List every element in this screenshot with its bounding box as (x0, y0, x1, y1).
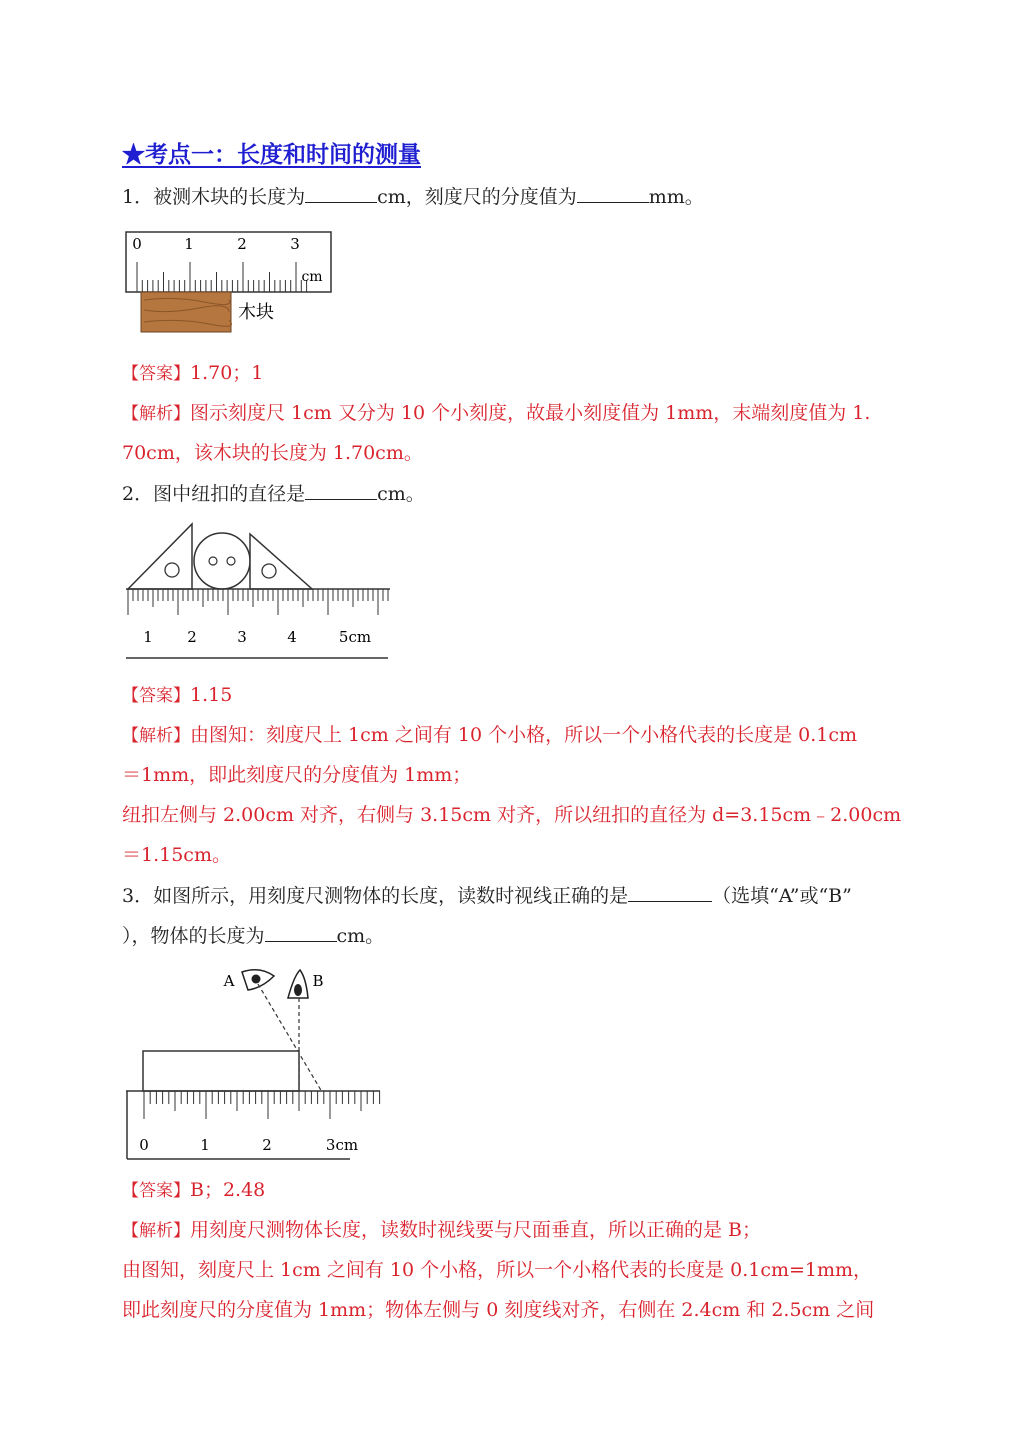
analysis-tag: 【解析】 (122, 726, 190, 746)
q1-analysis-1 (122, 401, 870, 426)
ruler-body (126, 232, 331, 292)
unit-label: cm (301, 269, 323, 285)
q3-text-c: ），物体的长度为 (122, 925, 265, 947)
tick-label: 2 (237, 235, 247, 253)
tick-label: 2 (262, 1136, 272, 1154)
q3-text-a: 3．如图所示，用刻度尺测物体的长度，读数时视线正确的是 (122, 885, 629, 907)
q1-blank-2[interactable] (577, 184, 649, 203)
q1-text-b: cm，刻度尺的分度值为 (377, 186, 577, 208)
q3-analysis-text-1: 用刻度尺测物体长度，读数时视线要与尺面垂直，所以正确的是 B； (190, 1219, 762, 1241)
button-ruler-figure (122, 512, 394, 664)
q3-answer-text: B；2.48 (190, 1179, 266, 1201)
q2-answer-text: 1.15 (190, 684, 233, 706)
q3-analysis-1 (122, 1218, 761, 1243)
question-2 (122, 481, 425, 506)
answer-tag: 【答案】 (122, 686, 190, 706)
q2-analysis-3: 纽扣左侧与 2.00cm 对齐，右侧与 3.15cm 对齐，所以纽扣的直径为 d=3.15cm﹣2.00cm (122, 804, 902, 826)
q3-analysis-2: 由图知，刻度尺上 1cm 之间有 10 个小格，所以一个小格代表的长度是 0.1cm=1mm， (122, 1259, 873, 1281)
q2-answer (122, 683, 232, 708)
tick-label: 1 (200, 1136, 210, 1154)
tick-label: 1 (184, 235, 194, 253)
question-3-cont (122, 923, 384, 948)
q1-blank-1[interactable] (305, 184, 377, 203)
q2-text-b: cm。 (377, 483, 425, 505)
tick-label: 4 (287, 628, 297, 646)
q2-blank-1[interactable] (305, 481, 377, 500)
tick-label: 1 (143, 628, 153, 646)
label-b: B (312, 972, 324, 990)
wood-label: 木块 (238, 302, 274, 323)
q2-analysis-1 (122, 723, 857, 748)
section-title: ★考点一：长度和时间的测量 (122, 141, 421, 168)
q3-analysis-3: 即此刻度尺的分度值为 1mm；物体左侧与 0 刻度线对齐，右侧在 2.4cm 和 2.5cm 之间 (122, 1299, 875, 1321)
q3-blank-2[interactable] (265, 923, 337, 942)
q1-analysis-2: 70cm，该木块的长度为 1.70cm。 (122, 442, 423, 464)
q1-text-c: mm。 (648, 186, 704, 208)
q1-text-a: 1．被测木块的长度为 (122, 186, 306, 208)
tick-label: 0 (132, 235, 142, 253)
analysis-tag: 【解析】 (122, 404, 190, 424)
eye-ruler-figure (122, 962, 384, 1164)
tick-label: 2 (187, 628, 197, 646)
q1-analysis-text-1: 图示刻度尺 1cm 又分为 10 个小刻度，故最小刻度值为 1mm，末端刻度值为 1. (190, 402, 871, 424)
tick-label: 3 (290, 235, 300, 253)
analysis-tag: 【解析】 (122, 1221, 190, 1241)
button-circle (194, 533, 250, 589)
answer-tag: 【答案】 (122, 1181, 190, 1201)
q3-answer (122, 1178, 265, 1203)
q2-analysis-2: ＝1mm，即此刻度尺的分度值为 1mm； (122, 764, 472, 786)
q1-answer (122, 361, 263, 386)
q2-analysis-text-1: 由图知：刻度尺上 1cm 之间有 10 个小格，所以一个小格代表的长度是 0.1cm (190, 724, 857, 746)
left-triangle (128, 524, 192, 589)
tick-label: 3 (237, 628, 247, 646)
question-1 (122, 184, 704, 209)
ruler-wood-figure (124, 228, 336, 336)
label-a: A (223, 972, 235, 990)
measured-object (143, 1051, 299, 1091)
tick-label: 3cm (325, 1136, 359, 1154)
q3-text-b: （选填“A”或“B” (712, 885, 852, 907)
q2-text-a: 2．图中纽扣的直径是 (122, 483, 306, 505)
right-triangle (250, 534, 312, 589)
tick-label: 0 (139, 1136, 149, 1154)
q1-answer-text: 1.70；1 (190, 362, 264, 384)
eye-a-icon (242, 970, 274, 990)
q3-blank-1[interactable] (628, 883, 712, 902)
tick-label: 5cm (338, 628, 372, 646)
eye-b-icon (288, 970, 308, 998)
question-3 (122, 883, 852, 908)
answer-tag: 【答案】 (122, 364, 190, 384)
q3-text-d: cm。 (336, 925, 385, 947)
q2-analysis-4: ＝1.15cm。 (122, 844, 231, 866)
